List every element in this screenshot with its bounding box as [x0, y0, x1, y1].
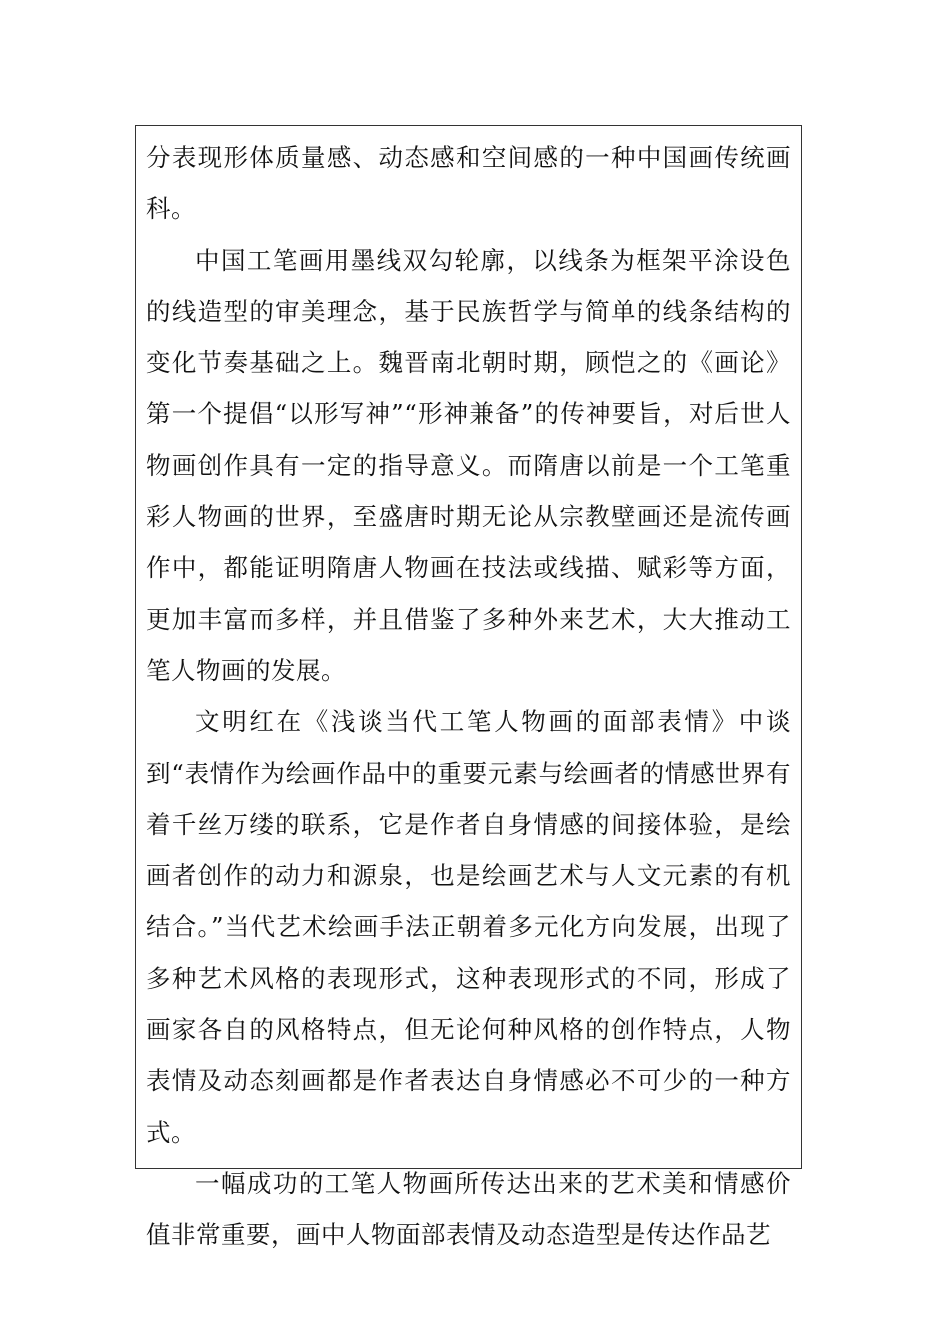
text-frame: [135, 125, 802, 1250]
paragraph-gongbi-history: 中国工笔画用墨线双勾轮廓，以线条为框架平涂设色的线造型的审美理念，基于民族哲学与简单的线条结构的变化节奏基础之上。魏晋南北朝时期，顾恺之的《画论》第一个提倡“以形写神”“形神兼备”的传神要旨，对后世人物画创作具有一定的指导意义。而隋唐以前是一个工笔重彩人物画的世界，至盛唐时期无论从宗教壁画还是流传画作中，都能证明隋唐人物画在技法或线描、赋彩等方面，更加丰富而多样，并且借鉴了多种外来艺术，大大推动工笔人物画的发展。: [146, 245, 791, 685]
paragraph-artistic-value: 一幅成功的工笔人物画所传达出来的艺术美和情感价值非常重要，画中人物面部表情及动态造型是传达作品艺: [146, 1168, 791, 1250]
paragraph-continuation: 分表现形体质量感、动态感和空间感的一种中国画传统画科。: [146, 143, 791, 224]
paragraph-facial-expression: 文明红在《浅谈当代工笔人物画的面部表情》中谈到“表情作为绘画作品中的重要元素与绘画者的情感世界有着千丝万缕的联系，它是作者自身情感的间接体验，是绘画者创作的动力和源泉，也是绘画艺术与人文元素的有机结合。”当代艺术绘画手法正朝着多元化方向发展，出现了多种艺术风格的表现形式，这种表现形式的不同，形成了画家各自的风格特点，但无论何种风格的创作特点，人物表情及动态刻画都是作者表达自身情感必不可少的一种方式。: [146, 707, 791, 1147]
